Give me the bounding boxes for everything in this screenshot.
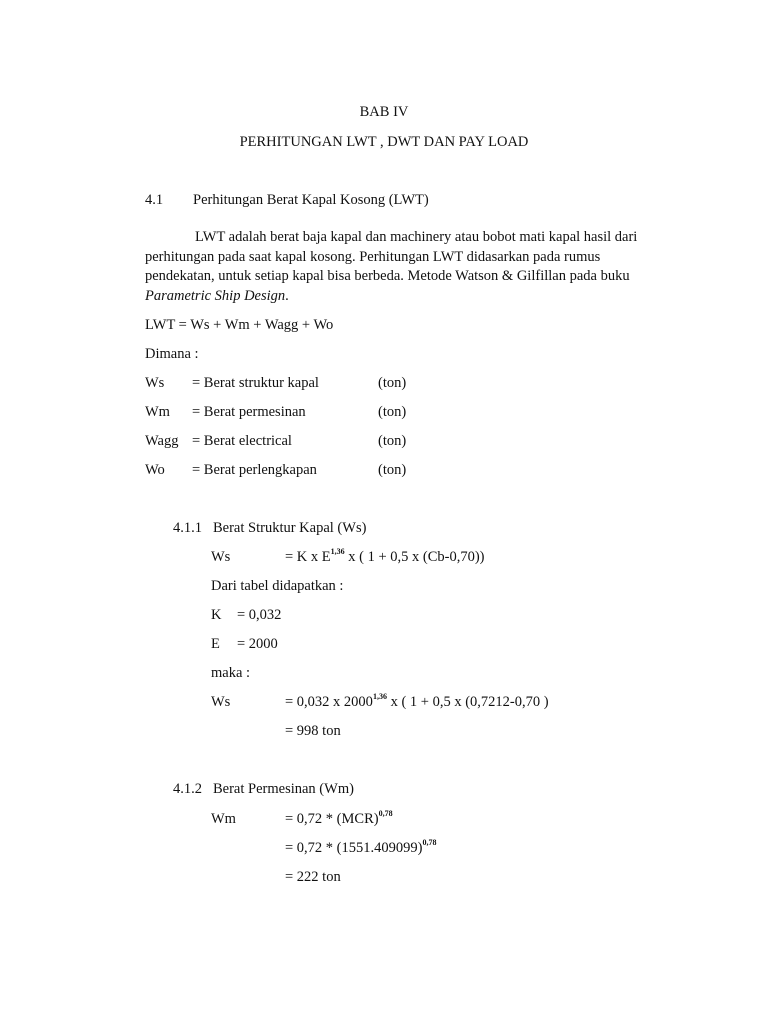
wm-label: Wm xyxy=(211,811,236,827)
k-label: K xyxy=(211,607,222,623)
exponent: 1,36 xyxy=(372,692,387,701)
equation-text: = 0,032 x 2000 xyxy=(285,694,373,710)
e-value: = 2000 xyxy=(237,636,278,652)
def-description: = Berat electrical xyxy=(192,433,292,449)
paragraph-end: . xyxy=(285,287,289,304)
subsection-number: 4.1.2 xyxy=(173,781,202,797)
wm-calculation xyxy=(285,839,436,859)
wm-result: = 222 ton xyxy=(285,869,341,885)
equation-text: = 0,72 * (1551.409099) xyxy=(285,840,423,856)
equation-text: x ( 1 + 0,5 x (Cb-0,70)) xyxy=(344,549,485,565)
subsection-title: Berat Permesinan (Wm) xyxy=(213,781,354,797)
def-description: = Berat struktur kapal xyxy=(192,375,319,391)
def-description: = Berat perlengkapan xyxy=(192,462,317,478)
def-unit: (ton) xyxy=(378,433,407,449)
equation-text: x ( 1 + 0,5 x (0,7212-0,70 ) xyxy=(386,694,549,710)
def-symbol: Ws xyxy=(145,375,165,391)
ws-label: Ws xyxy=(211,549,231,565)
def-unit: (ton) xyxy=(378,404,407,420)
subsection-number: 4.1.1 xyxy=(173,520,202,536)
paragraph-text: LWT adalah berat baja kapal dan machinery atau bobot mati kapal hasil dari perhitungan pada saat kapal kosong. Perhitungan LWT didasarkan pada rumus pendekatan, untuk setiap kapal bisa berbeda. Metode Watson & Gilfillan pada buku xyxy=(145,229,638,284)
equation-text: = 0,72 * (MCR) xyxy=(285,811,379,827)
def-symbol: Wagg xyxy=(145,433,179,449)
book-title: Parametric Ship Design xyxy=(145,287,286,304)
subsection-title: Berat Struktur Kapal (Ws) xyxy=(213,520,367,536)
def-symbol: Wo xyxy=(145,462,165,478)
section-title: Perhitungan Berat Kapal Kosong (LWT) xyxy=(193,192,429,208)
e-label: E xyxy=(211,636,220,652)
lwt-formula: LWT = Ws + Wm + Wagg + Wo xyxy=(145,317,334,333)
ws-result: = 998 ton xyxy=(285,723,341,739)
maka-label: maka : xyxy=(211,665,251,681)
ws-label: Ws xyxy=(211,694,231,710)
chapter-heading: BAB IV xyxy=(359,104,409,120)
def-description: = Berat permesinan xyxy=(192,404,306,420)
wm-equation xyxy=(285,810,393,830)
section-number: 4.1 xyxy=(145,192,164,208)
def-symbol: Wm xyxy=(145,404,170,420)
table-note: Dari tabel didapatkan : xyxy=(211,578,344,594)
ws-equation xyxy=(285,548,485,568)
exponent: 0,78 xyxy=(378,809,393,818)
equation-text: = K x E xyxy=(285,549,331,565)
ws-calculation xyxy=(285,693,549,713)
exponent: 1,36 xyxy=(330,547,345,556)
intro-paragraph xyxy=(145,228,645,306)
dimana-label: Dimana : xyxy=(145,346,199,362)
def-unit: (ton) xyxy=(378,375,407,391)
k-value: = 0,032 xyxy=(237,607,282,623)
chapter-title: PERHITUNGAN LWT , DWT DAN PAY LOAD xyxy=(239,134,529,150)
exponent: 0,78 xyxy=(422,838,437,847)
def-unit: (ton) xyxy=(378,462,407,478)
